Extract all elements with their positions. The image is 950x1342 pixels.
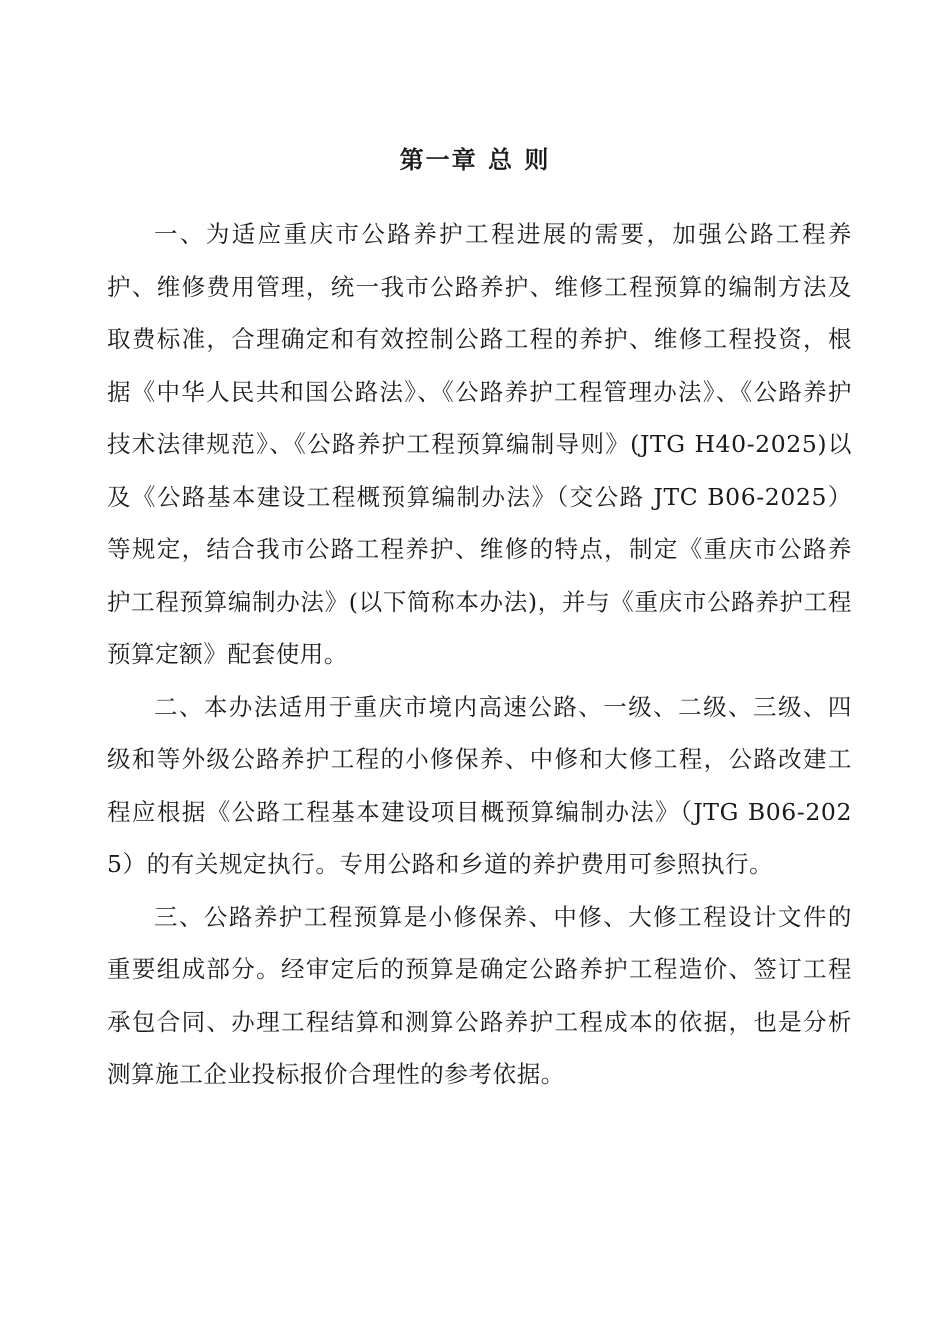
document-body: [107, 208, 852, 1101]
paragraph-3: 三、公路养护工程预算是小修保养、中修、大修工程设计文件的重要组成部分。经审定后的预算是确定公路养护工程造价、签订工程承包合同、办理工程结算和测算公路养护工程成本的依据，也是分析测算施工企业投标报价合理性的参考依据。: [107, 902, 852, 1088]
paragraph-2: 二、本办法适用于重庆市境内高速公路、一级、二级、三级、四级和等外级公路养护工程的小修保养、中修和大修工程，公路改建工程应根据《公路工程基本建设项目概预算编制办法》（JTG B06-2025）的有关规定执行。专用公路和乡道的养护费用可参照执行。: [107, 692, 852, 878]
paragraph-1: 一、为适应重庆市公路养护工程进展的需要，加强公路工程养护、维修费用管理，统一我市公路养护、维修工程预算的编制方法及取费标准，合理确定和有效控制公路工程的养护、维修工程投资，根据《中华人民共和国公路法》、《公路养护工程管理办法》、《公路养护技术法律规范》、《公路养护工程预算编制导则》(JTG H40-2025)以及《公路基本建设工程概预算编制办法》（交公路 JTC B06-2025）等规定，结合我市公路工程养护、维修的特点，制定《重庆市公路养护工程预算编制办法》(以下简称本办法)，并与《重庆市公路养护工程预算定额》配套使用。: [107, 220, 852, 668]
chapter-title: 第一章 总 则: [399, 145, 551, 174]
